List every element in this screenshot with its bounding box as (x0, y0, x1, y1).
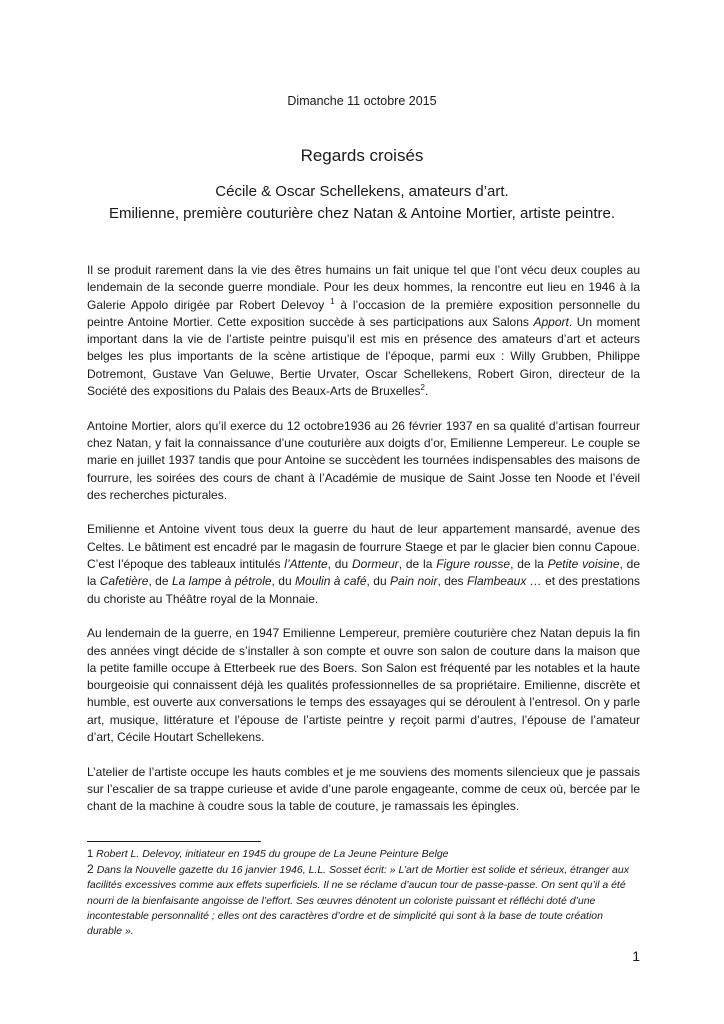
paragraph-3-text-g: , du (271, 574, 296, 589)
footnote-1 (87, 847, 640, 862)
painting-title: Dormeur (352, 557, 399, 572)
paragraph-4: Au lendemain de la guerre, en 1947 Emilienne Lempereur, première couturière chez Natan depuis la fin des années vingt décide de s’installer à son compte et ouvre son salon de couture dans la maison que la petite famille occupe à Etterbeek rue des Boers. Son Salon est fréquenté par les notables et la haute bourgeoisie qui connaissent déjà les qualités professionnelles de sa propriétaire. Emilienne, discrète et humble, est ouverte aux conversations le temps des essayages qui se déroulent à l’entresol. On y parle art, musique, littérature et l’épouse de l’artiste peintre y reçoit parmi d’autres, l’épouse de l’amateur d’art, Cécile Houtart Schellekens. (87, 626, 640, 745)
paragraph-3-text-i: , des (437, 574, 467, 589)
footnote-separator (87, 841, 261, 842)
painting-title: l’Attente (284, 557, 328, 572)
document-title: Regards croisés (300, 146, 424, 165)
page-number: 1 (632, 948, 640, 964)
footnote-1-mark: 1 (87, 848, 94, 860)
paragraph-3-text-f: , de (148, 574, 172, 589)
document-body (87, 262, 640, 833)
paragraph-3-text-h: , du (366, 574, 391, 589)
paragraph-3-text-c: , de la (398, 557, 437, 572)
document-date: Dimanche 11 octobre 2015 (287, 94, 437, 108)
footnotes (87, 847, 640, 939)
painting-title: Moulin à café (295, 574, 367, 589)
paragraph-1-text-c: . Un moment important dans la vie de l’artiste peintre puisqu’il est mis en présence des amateurs d’art et acteurs belges les plus importants de la scène artistique de l’époque, parmi eux : Willy Grubben, Philippe Dotremont, Gustave Van Geluwe, Bertie Urvater, Oscar Schellekens, Robert Giron, directeur de la Société des expositions du Palais des Beaux-Arts de Bruxelles (87, 314, 640, 399)
painting-title: Figure rousse (436, 557, 511, 572)
paragraph-3-text-d: , de la (510, 557, 548, 572)
paragraph-3-text-j: et des prestations du choriste au Théâtre royal de la Monnaie. (87, 574, 640, 606)
paragraph-3-text-e: , de la (87, 557, 641, 589)
paragraph-1-text-d: . (424, 384, 429, 399)
footnote-2 (87, 862, 640, 939)
footnote-2-mark: 2 (87, 862, 94, 877)
painting-title: Petite voisine (547, 557, 620, 572)
footnote-1-text: Robert L. Delevoy, initiateur en 1945 du groupe de La Jeune Peinture Belge (96, 848, 449, 860)
paragraph-5: L’atelier de l’artiste occupe les hauts combles et je me souviens des moments silencieux que je passais sur l’escalier de sa trappe curieuse et avide d’une parole engageante, comme de ceux où, bercée par le chant de la machine à coudre sous la table de couture, je ramassais les épingles. (87, 764, 640, 814)
document-subtitle-1: Cécile & Oscar Schellekens, amateurs d’art. (215, 183, 509, 200)
painting-title: Cafetière (99, 574, 149, 589)
paragraph-1-text-b: à l’occasion de la première exposition personnelle du peintre Antoine Mortier. Cette exposition succède à ses participations aux Salons (87, 297, 640, 329)
painting-title: La lampe à pétrole (171, 574, 272, 589)
painting-title: Pain noir (390, 574, 438, 589)
footnote-2-text: Dans la Nouvelle gazette du 16 janvier 1946, L.L. Sosset écrit: » L’art de Mortier est solide et sérieux, étranger aux facilités excessives comme aux effets superficiels. Il ne se réclame d’aucun tour de passe-passe. On sent qu’il a été nourri de la bienfaisante angoisse de l’effort. Ses œuvres dénotent un coloriste puissant et réfléchi doté d’une incontestable personnalité ; elles ont des caractères d’ordre et de simplicité qui sont à la base de toute création durable ». (87, 864, 629, 938)
painting-title: Flambeaux … (466, 574, 542, 589)
paragraph-1-text-a: Il se produit rarement dans la vie des êtres humains un fait unique tel que l’ont vécu deux couples au lendemain de la seconde guerre mondiale. Pour les deux hommes, la rencontre eut lieu en 1946 à la Galerie Appolo dirigée par Robert Delevoy (87, 263, 640, 312)
paragraph-3-text-a: Emilienne et Antoine vivent tous deux la guerre du haut de leur appartement mansardé, avenue des Celtes. Le bâtiment est encadré par le magasin de fourrure Staege et par le glacier bien connu Capoue. C’est l’époque des tableaux intitulés (87, 522, 640, 572)
document-subtitle-2: Emilienne, première couturière chez Natan & Antoine Mortier, artiste peintre. (108, 205, 616, 222)
salon-apport-title: Apport (533, 314, 569, 329)
paragraph-1 (87, 262, 640, 400)
paragraph-3-text-b: , du (327, 557, 352, 572)
paragraph-2: Antoine Mortier, alors qu’il exerce du 12 octobre1936 au 26 février 1937 en sa qualité d’artisan fourreur chez Natan, y fait la connaissance d’une couturière aux doigts d’or, Emilienne Lempereur. Le couple se marie en juillet 1937 tandis que pour Antoine se succèdent les tournées indispensables des maisons de fourrure, les soirées des cours de chant à l’Académie de musique de Saint Josse ten Noode et l’éveil des recherches picturales. (87, 418, 640, 502)
paragraph-3 (87, 521, 640, 607)
footnote-ref-2[interactable]: 2 (420, 383, 425, 393)
footnote-ref-1[interactable]: 1 (330, 296, 335, 306)
